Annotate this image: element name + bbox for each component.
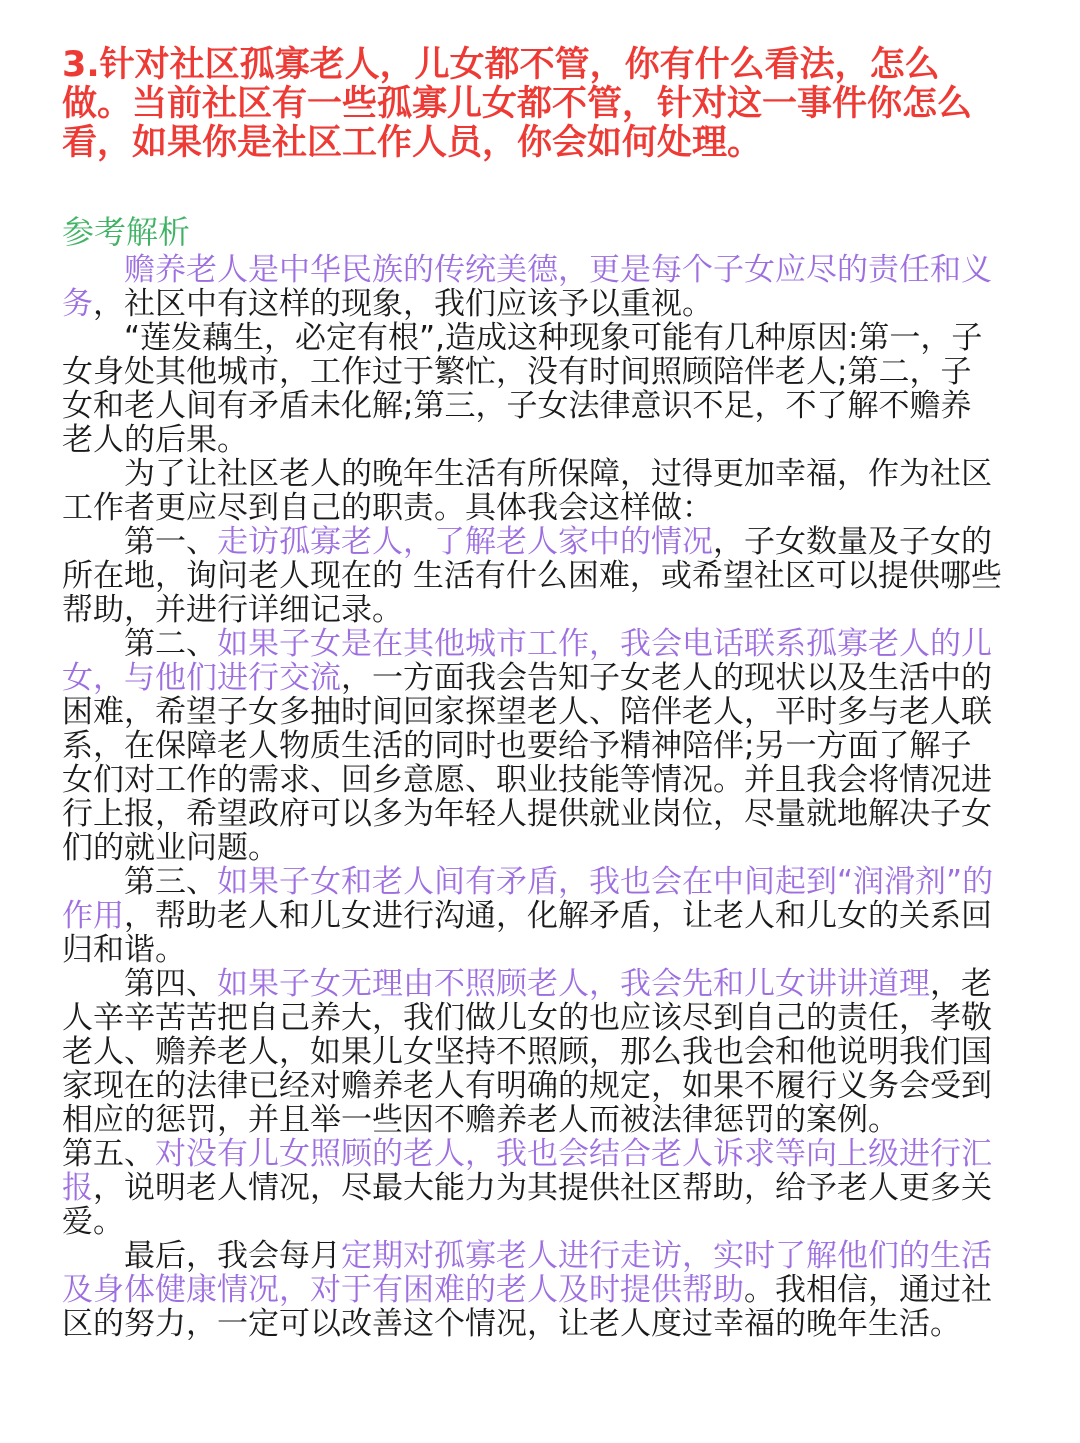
paragraph-text: 第三、 [124,864,217,900]
document-page [62,46,1002,1341]
answer-paragraph-p3 [62,457,1002,525]
question-title: 3.针对社区孤寡老人，儿女都不管，你有什么看法，怎么做。当前社区有一些孤寡儿女都不管，针对这一事件你怎么看，如果你是社区工作人员，你会如何处理。 [62,45,973,163]
highlighted-text: 走访孤寡老人，了解老人家中的情况 [217,524,713,560]
answer-paragraph-p2 [62,321,1002,457]
answer-paragraph-p9 [62,1239,1002,1341]
paragraph-text: ，子女数量及子女的所在地，询问老人现在的 生活有什么困难，或希望社区可以提供哪些帮助，并进行详细记录。 [62,524,1002,628]
highlighted-text: 如果子女和老人间有矛盾，我也会在中间起到“润滑剂”的作用 [62,864,994,934]
answer-paragraph-p4 [62,525,1002,627]
answer-paragraph-p6 [62,865,1002,967]
highlighted-text: 对没有儿女照顾的老人，我也会结合老人诉求等向上级进行汇报 [62,1136,992,1206]
paragraph-text: “莲发藕生，必定有根”,造成这种现象可能有几种原因:第一，子女身处其他城市，工作过于繁忙，没有时间照顾陪伴老人;第二，子女和老人间有矛盾未化解;第三，子女法律意识不足，不了解不赡养老人的后果。 [62,320,983,458]
highlighted-text: 定期对孤寡老人进行走访，实时了解他们的生活及身体健康情况，对于有困难的老人及时提供帮助 [62,1238,992,1308]
paragraph-text: ，老人辛辛苦苦把自己养大，我们做儿女的也应该尽到自己的责任，孝敬老人、赡养老人，如果儿女坚持不照顾，那么我也会和他说明我们国家现在的法律已经对赡养老人有明确的规定，如果不履行义务会受到相应的惩罚，并且举一些因不赡养老人而被法律惩罚的案例。 [62,966,992,1138]
paragraph-text: 第四、 [124,966,217,1002]
answer-paragraph-p8 [62,1137,1002,1239]
paragraph-text: 最后，我会每月 [124,1238,341,1274]
section-label: 参考解析 [62,213,191,251]
paragraph-text: ，帮助老人和儿女进行沟通，化解矛盾，让老人和儿女的关系回归和谐。 [62,898,992,968]
answer-paragraph-p5 [62,627,1002,865]
highlighted-text: 如果子女是在其他城市工作，我会电话联系孤寡老人的儿女，与他们进行交流 [62,626,992,696]
paragraph-text: ，社区中有这样的现象，我们应该予以重视。 [93,286,713,322]
paragraph-text: 。我相信，通过社区的努力，一定可以改善这个情况，让老人度过幸福的晚年生活。 [62,1272,992,1342]
paragraph-text: 第一、 [124,524,217,560]
answer-body [62,253,1002,1341]
paragraph-text: 第二、 [124,626,217,662]
paragraph-text: 为了让社区老人的晚年生活有所保障，过得更加幸福，作为社区工作者更应尽到自己的职责。具体我会这样做： [62,456,992,526]
highlighted-text: 如果子女无理由不照顾老人，我会先和儿女讲讲道理 [217,966,930,1002]
highlighted-text: 赡养老人是中华民族的传统美德，更是每个子女应尽的责任和义务 [62,252,992,322]
answer-paragraph-p7 [62,967,1002,1137]
answer-paragraph-p1 [62,253,1002,321]
paragraph-text: ，一方面我会告知子女老人的现状以及生活中的困难，希望子女多抽时间回家探望老人、陪伴老人，平时多与老人联系，在保障老人物质生活的同时也要给予精神陪伴;另一方面了解子女们对工作的需求、回乡意愿、职业技能等情况。并且我会将情况进行上报，希望政府可以多为年轻人提供就业岗位，尽量就地解决子女们的就业问题。 [62,660,992,866]
paragraph-text: ，说明老人情况，尽最大能力为其提供社区帮助，给予老人更多关爱。 [62,1170,992,1240]
paragraph-text: 第五、 [62,1136,155,1172]
